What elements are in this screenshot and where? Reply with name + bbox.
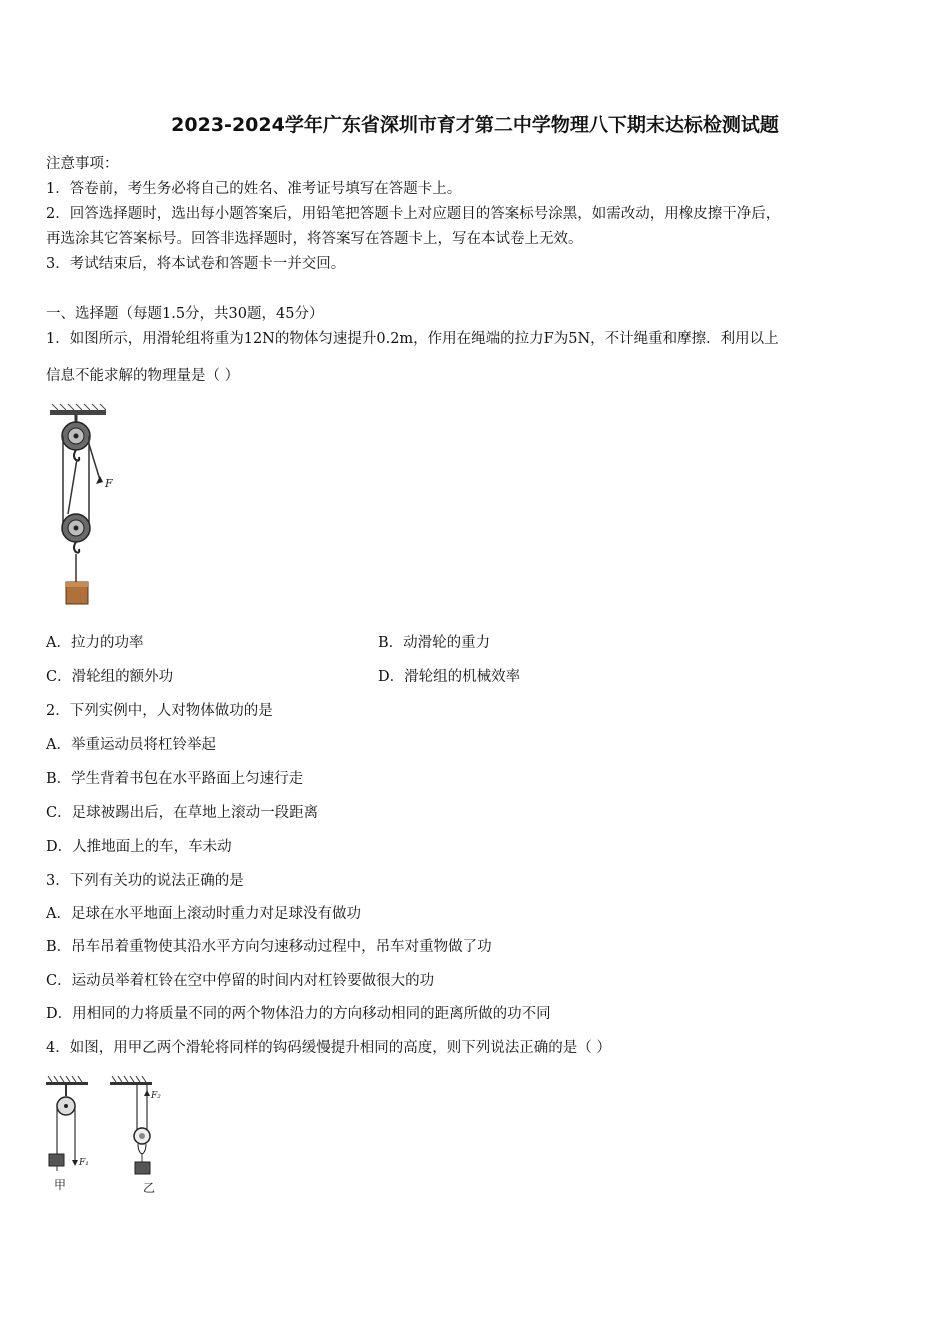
weight-yi: [135, 1162, 150, 1174]
q1-option-a[interactable]: A．拉力的功率: [46, 635, 144, 651]
q3-option-b[interactable]: B．吊车吊着重物使其沿水平方向匀速移动过程中，吊车对重物做了功: [46, 939, 492, 955]
q3-stem: 3．下列有关功的说法正确的是: [46, 873, 244, 889]
q1-pulley-figure: [44, 404, 134, 610]
q1-option-b[interactable]: B．动滑轮的重力: [378, 635, 491, 651]
q4-pulley-figure: [42, 1074, 182, 1198]
force-label: F: [105, 477, 113, 490]
force-arrow: [96, 476, 103, 484]
notice-item-1: 1．答卷前，考生务必将自己的姓名、准考证号填写在答题卡上。: [46, 181, 462, 197]
rope-free-end: [89, 444, 100, 480]
q2-option-b[interactable]: B．学生背着书包在水平路面上匀速行走: [46, 771, 304, 787]
notice-item-2: 2．回答选择题时，选出每小题答案后，用铅笔把答题卡上对应题目的答案标号涂黑，如需改动，用橡皮擦干净后，: [46, 206, 781, 222]
notice-heading: 注意事项：: [46, 156, 119, 172]
ceiling: [50, 410, 106, 415]
q1-option-d[interactable]: D．滑轮组的机械效率: [378, 669, 521, 685]
q2-option-a[interactable]: A．举重运动员将杠铃举起: [46, 737, 216, 753]
q1-stem-line2: 信息不能求解的物理量是（ ）: [46, 368, 240, 384]
q3-option-a[interactable]: A．足球在水平地面上滚动时重力对足球没有做功: [46, 906, 361, 922]
figure-label-yi: 乙: [143, 1181, 156, 1195]
f1-label: F₁: [79, 1158, 89, 1168]
notice-item-2-cont: 再选涂其它答案标号。回答非选择题时，将答案写在答题卡上，写在本试卷上无效。: [46, 231, 583, 247]
q3-option-d[interactable]: D．用相同的力将质量不同的两个物体沿力的方向移动相同的距离所做的功不同: [46, 1006, 551, 1022]
q2-option-c[interactable]: C．足球被踢出后，在草地上滚动一段距离: [46, 805, 319, 821]
page-title: 2023-2024学年广东省深圳市育才第二中学物理八下期末达标检测试题: [171, 114, 779, 136]
section-heading: 一、选择题（每题1.5分，共30题，45分）: [46, 306, 324, 322]
f2-label: F₂: [151, 1091, 161, 1101]
q2-option-d[interactable]: D．人推地面上的车，车未动: [46, 839, 232, 855]
notice-item-3: 3．考试结束后，将本试卷和答题卡一并交回。: [46, 256, 346, 272]
q1-stem-line1: 1．如图所示，用滑轮组将重为12N的物体匀速提升0.2m，作用在绳端的拉力F为5N，不计绳重和摩擦．利用以上: [46, 331, 779, 347]
q3-option-c[interactable]: C．运动员举着杠铃在空中停留的时间内对杠铃要做很大的功: [46, 973, 435, 989]
q4-stem: 4．如图，用甲乙两个滑轮将同样的钩码缓慢提升相同的高度，则下列说法正确的是（ ）: [46, 1040, 611, 1056]
q2-stem: 2．下列实例中，人对物体做功的是: [46, 703, 273, 719]
figure-label-jia: 甲: [54, 1178, 67, 1192]
q1-option-c[interactable]: C．滑轮组的额外功: [46, 669, 174, 685]
weight-jia: [49, 1154, 64, 1166]
